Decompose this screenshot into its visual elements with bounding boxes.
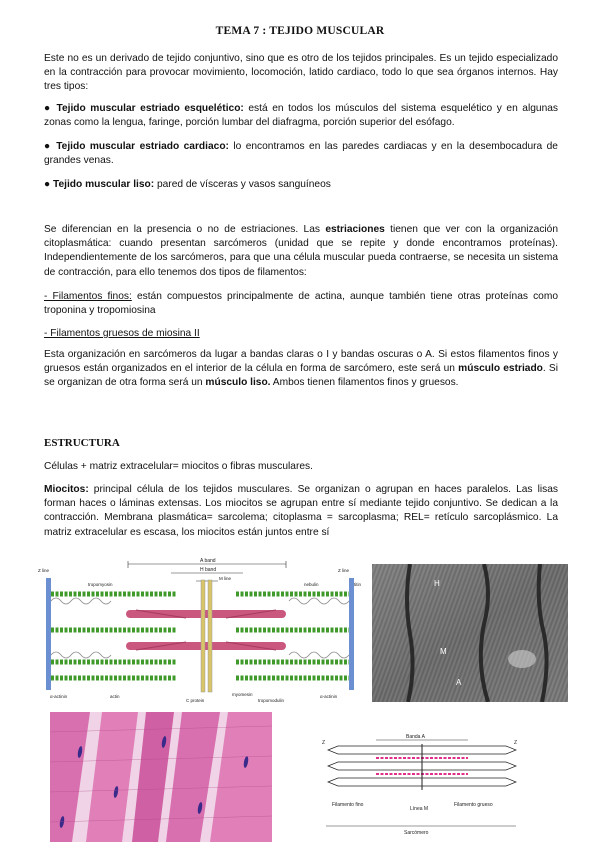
z-line-right-label: Z line — [338, 568, 350, 573]
bold-term: Miocitos: — [44, 484, 89, 495]
histology-image-figure — [50, 712, 272, 842]
bold-term: músculo liso. — [205, 377, 271, 389]
em-h-label: H — [434, 579, 440, 588]
electron-micrograph — [372, 564, 568, 702]
page-title: TEMA 7 : TEJIDO MUSCULAR — [215, 25, 385, 37]
bullet: ● — [44, 179, 51, 190]
estriaciones-paragraph — [44, 223, 558, 280]
nebulin-label: nebulin — [304, 582, 319, 587]
z-right-label: Z — [514, 740, 518, 746]
type-cardiac-name: Tejido muscular estriado cardiaco: — [56, 141, 229, 152]
sarcomere-diagram-figure — [36, 556, 370, 706]
underlined-label: - Filamentos finos: — [44, 291, 132, 302]
type-smooth — [44, 178, 558, 192]
h-band-label: H band — [200, 567, 217, 573]
actin-label: actin — [110, 694, 120, 699]
bullet: ● — [44, 141, 52, 152]
histology-image — [50, 712, 272, 842]
text-span: tienen que ver con la organización citoplasmática: cuando presentan sarcómeros (unidad que se repite y donde encontramos proteínas). Independientemente de los sarcómeros, para que una célula muscular pueda contraerse, se necesita un sistema de contracción, para ello tenemos dos tipos de filamentos: — [44, 224, 559, 278]
text-span: . Si se organizan de otra forma será un — [44, 363, 558, 389]
section-heading-estructura: ESTRUCTURA — [44, 437, 120, 449]
bold-term: estriaciones — [325, 224, 385, 235]
text-span: están compuestos principalmente de actina, aunque también tiene otras proteínas como troponina y tropomiosina — [44, 291, 559, 317]
type-skeletal — [44, 102, 558, 130]
alpha-actinin-left-label: α-actinin — [50, 694, 68, 699]
underlined-label: - Filamentos gruesos de miosina II — [44, 328, 200, 339]
celulas-paragraph: Células + matriz extracelular= miocitos o fibras musculares. — [44, 461, 313, 472]
type-smooth-name: Tejido muscular liso: — [53, 179, 155, 190]
type-smooth-text: pared de vísceras y vasos sanguíneos — [154, 179, 331, 190]
text-span: Esta organización en sarcómeros da lugar a bandas claras o I y bandas oscuras o A. Si estos filamentos finos y gruesos están organizados en el interior de la célula en forma de sarcómero, este será un — [44, 349, 558, 375]
type-cardiac-text: lo encontramos en las paredes cardiacas y en la desembocadura de grandes venas. — [44, 141, 558, 167]
organizacion-paragraph — [44, 348, 558, 391]
sarcomere-schematic-figure — [318, 730, 524, 842]
m-line-label: M line — [219, 576, 232, 581]
miocitos-paragraph — [44, 483, 558, 540]
text-span: Se diferencian en la presencia o no de estriaciones. Las — [44, 224, 326, 235]
em-m-label: M — [440, 647, 447, 656]
em-a-label: A — [456, 678, 462, 687]
c-protein-label: C protein — [186, 698, 205, 703]
sarcomero-label: Sarcómero — [404, 830, 429, 836]
filamento-fino-label: Filamento fino — [332, 802, 364, 808]
tropomodulin-label: tropomodulin — [258, 698, 285, 703]
tropomyosin-label: tropomyosin — [88, 582, 113, 587]
banda-a-label: Banda A — [406, 734, 425, 740]
titin-label: titin — [354, 582, 362, 587]
myomesin-label: myomesin — [232, 692, 253, 697]
filamento-grueso-label: Filamento grueso — [454, 802, 493, 808]
bullet: ● — [44, 103, 52, 114]
alpha-actinin-right-label: α-actinin — [320, 694, 338, 699]
electron-micrograph-figure — [372, 564, 568, 702]
filamentos-finos-paragraph — [44, 290, 558, 318]
type-cardiac — [44, 140, 558, 168]
text-span: principal célula de los tejidos musculares. Se organizan o agrupan en haces paralelos. Las lisas forman haces o láminas extensas. Los miocitos se agrupan entre sí mediante tejido conjuntivo. Se dedican a la contracción. Membrana plasmática= sarcolema; citoplasma = sarcoplasma; REL= retículo sarcoplásmico. La matriz extracelular es escasa, los miocitos están juntos entre sí — [44, 484, 558, 538]
linea-m-label: Línea M — [410, 806, 429, 812]
z-line-left-label: Z line — [38, 568, 50, 573]
bold-term: músculo estriado — [458, 363, 543, 375]
sarcomere-diagram — [36, 556, 370, 706]
filamentos-gruesos-paragraph — [44, 327, 558, 341]
intro-paragraph: Este no es un derivado de tejido conjuntivo, sino que es otro de los tejidos principales. Es un tejido especializado en la contracción para provocar movimiento, locomoción, latido cardiaco, todo lo que sea órganos internos. Hay tres tipos: — [44, 53, 558, 93]
z-left-label: Z — [322, 740, 326, 746]
a-band-label: A band — [200, 558, 216, 564]
sarcomere-schematic — [318, 730, 524, 842]
type-skeletal-text: está en todos los músculos del sistema esquelético y en algunas zonas como la lengua, faringe, porción lumbar del diafragma, porción superior del esófago. — [44, 103, 558, 129]
text-span: Ambos tienen filamentos finos y gruesos. — [270, 377, 459, 389]
type-skeletal-name: Tejido muscular estriado esquelético: — [56, 103, 244, 114]
